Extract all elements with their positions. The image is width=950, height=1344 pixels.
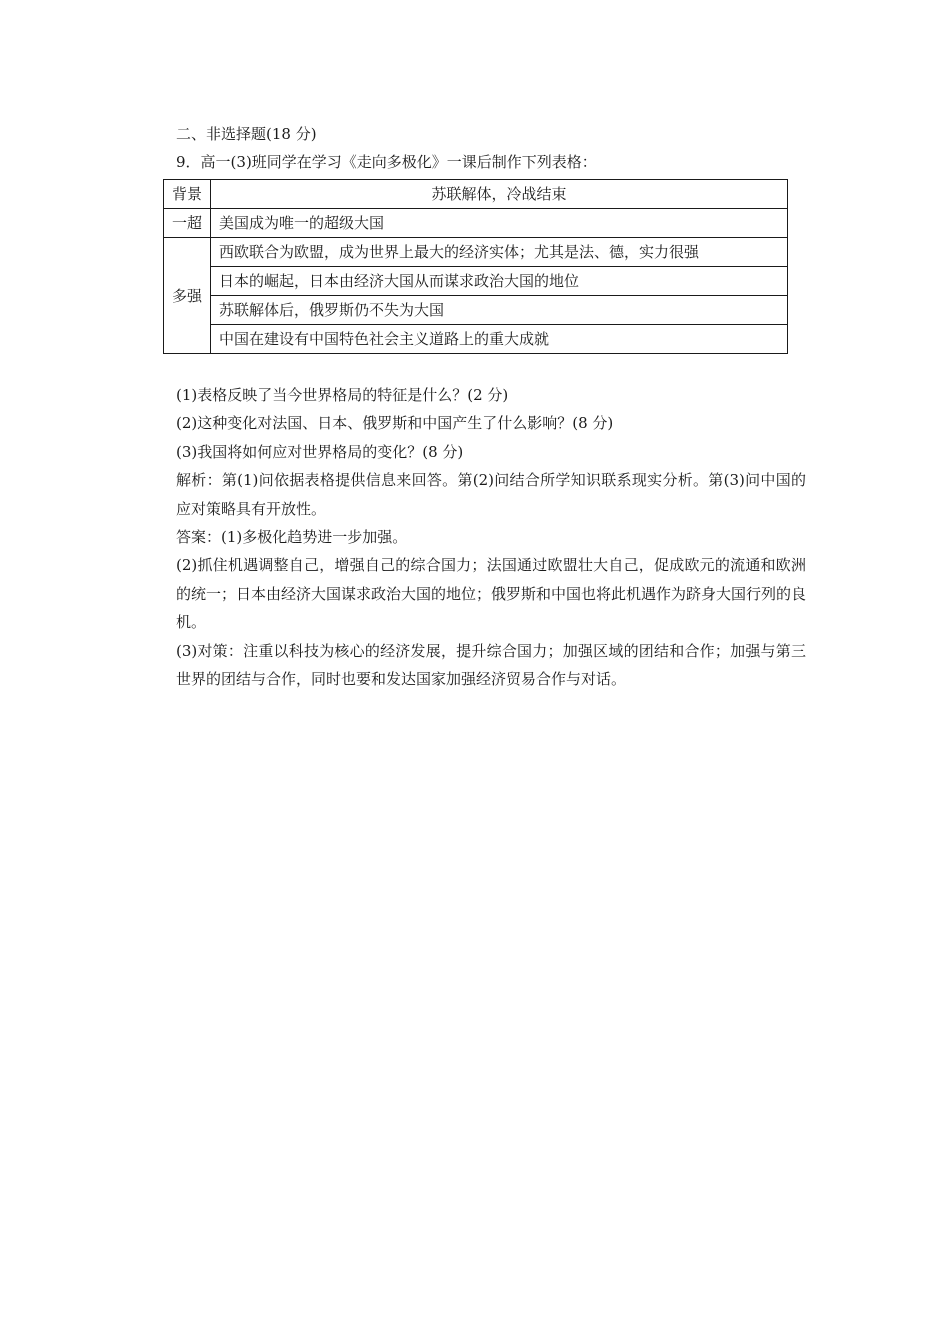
row-label-background: 背景 xyxy=(164,180,211,209)
multipower-item: 日本的崛起，日本由经济大国从而谋求政治大国的地位 xyxy=(211,267,788,296)
multipower-item: 苏联解体后，俄罗斯仍不失为大国 xyxy=(211,296,788,325)
answer-1: 答案：(1)多极化趋势进一步加强。 xyxy=(176,528,408,547)
answer-2: (2)抓住机遇调整自己，增强自己的综合国力；法国通过欧盟壮大自己，促成欧元的流通和欧洲的统一；日本由经济大国谋求政治大国的地位；俄罗斯和中国也将此机遇作为跻身大国行列的良机。 xyxy=(176,556,807,632)
table-row xyxy=(164,267,788,296)
table-row xyxy=(164,209,788,238)
analysis-text: 解析：第(1)问依据表格提供信息来回答。第(2)问结合所学知识联系现实分析。第(3)问中国的应对策略具有开放性。 xyxy=(176,471,806,518)
row-content-background: 苏联解体，冷战结束 xyxy=(211,180,788,209)
row-label-superpower: 一超 xyxy=(164,209,211,238)
sub-question-1: (1)表格反映了当今世界格局的特征是什么？(2 分) xyxy=(176,386,509,404)
question-stem: 9．高一(3)班同学在学习《走向多极化》一课后制作下列表格： xyxy=(176,153,597,171)
table-row xyxy=(164,296,788,325)
multipower-item: 中国在建设有中国特色社会主义道路上的重大成就 xyxy=(211,325,788,354)
world-pattern-table xyxy=(163,179,788,354)
answer-3: (3)对策：注重以科技为核心的经济发展，提升综合国力；加强区域的团结和合作；加强与第三世界的团结与合作，同时也要和发达国家加强经济贸易合作与对话。 xyxy=(176,641,806,689)
table-row xyxy=(164,238,788,267)
sub-question-2: (2)这种变化对法国、日本、俄罗斯和中国产生了什么影响？(8 分) xyxy=(176,414,614,433)
section-title: 二、非选择题(18 分) xyxy=(176,125,317,143)
table-row xyxy=(164,180,788,209)
question-body xyxy=(176,381,806,693)
row-content-superpower: 美国成为唯一的超级大国 xyxy=(211,209,788,238)
question-header xyxy=(176,122,806,176)
sub-question-3: (3)我国将如何应对世界格局的变化？(8 分) xyxy=(176,442,464,461)
table-row xyxy=(164,325,788,354)
row-label-multipower: 多强 xyxy=(164,238,211,354)
multipower-item: 西欧联合为欧盟，成为世界上最大的经济实体；尤其是法、德，实力很强 xyxy=(211,238,788,267)
